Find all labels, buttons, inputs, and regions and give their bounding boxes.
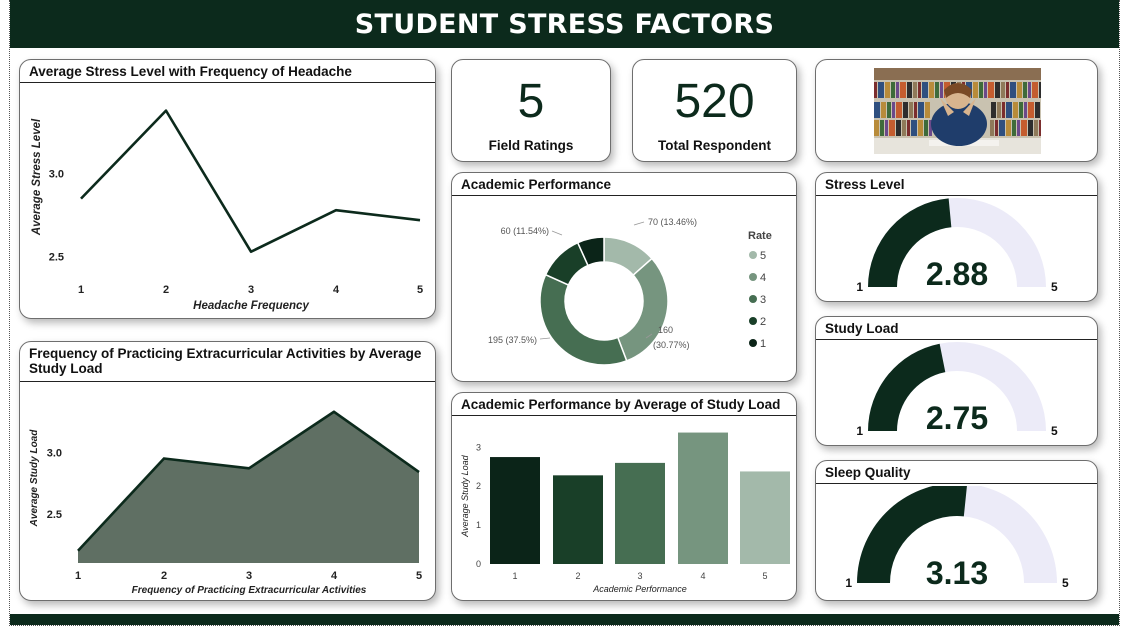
- book-spine: [885, 120, 888, 136]
- book-spine: [1028, 102, 1034, 118]
- y-tick-label: 3: [475, 442, 481, 453]
- book-spine: [892, 102, 895, 118]
- headache-chart-card: [19, 59, 436, 319]
- book-spine: [1006, 120, 1011, 136]
- gauge-max-label: 5: [1062, 576, 1069, 590]
- book-spine: [896, 82, 899, 98]
- x-axis-label: Frequency of Practicing Extracurricular Activities: [131, 585, 367, 596]
- book-spine: [1012, 120, 1016, 136]
- card-title: Academic Performance: [452, 173, 796, 196]
- x-tick-label: 4: [332, 284, 340, 296]
- book-spine: [1006, 82, 1009, 98]
- book-spine: [1019, 102, 1023, 118]
- gauge-card-sleep-quality: [815, 460, 1098, 601]
- gauge-value: 2.75: [925, 400, 989, 436]
- book-spine: [984, 82, 987, 98]
- extracurricular-chart-card: [19, 341, 436, 601]
- gauge-min-label: 1: [845, 576, 852, 590]
- book-spine: [891, 82, 895, 98]
- book-spine: [913, 82, 917, 98]
- book-spine: [896, 120, 901, 136]
- book-spine: [995, 82, 1000, 98]
- book-spine: [1006, 102, 1012, 118]
- gauge-min-label: 1: [856, 280, 863, 294]
- card-title: Average Stress Level with Frequency of Headache: [20, 60, 435, 83]
- gauge-card-stress-level: [815, 172, 1098, 302]
- y-axis-label: Average Study Load: [29, 429, 40, 527]
- book-spine: [940, 82, 943, 98]
- y-tick-label: 1: [475, 520, 481, 531]
- stressed-student-image: [874, 68, 1041, 154]
- book-spine: [929, 82, 934, 98]
- study-load-bar-chart: [452, 418, 796, 600]
- extracurricular-area-chart: [20, 383, 435, 600]
- book-spine: [909, 102, 913, 118]
- photo-card: [815, 59, 1098, 162]
- book-spine: [1032, 82, 1038, 98]
- book-spine: [1023, 82, 1027, 98]
- bar-rate-3: [615, 463, 665, 564]
- x-tick-label: 1: [512, 571, 518, 581]
- stress-series-line: [81, 111, 420, 252]
- kpi-label: Total Respondent: [658, 138, 771, 153]
- stress-level-gauge: [816, 198, 1097, 301]
- kpi-value: 520: [674, 75, 755, 128]
- y-tick-label: 3.0: [48, 168, 64, 181]
- data-label: 70 (13.46%): [648, 217, 698, 227]
- book-spine: [878, 82, 884, 98]
- x-tick-label: 2: [162, 284, 170, 296]
- x-axis-label: Academic Performance: [593, 584, 687, 594]
- book-spine: [979, 82, 983, 98]
- y-axis-label: Average Stress Level: [31, 118, 43, 236]
- y-tick-label: 3.0: [46, 447, 62, 460]
- bar-rate-5: [740, 471, 790, 564]
- card-title: Sleep Quality: [816, 461, 1097, 484]
- book-spine: [881, 102, 886, 118]
- gauge-value: 2.88: [925, 256, 989, 292]
- book-spine: [995, 120, 998, 136]
- book-spine: [997, 102, 1001, 118]
- book-spine: [924, 120, 928, 136]
- book-spine: [922, 82, 928, 98]
- card-title: Academic Performance by Average of Study Load: [452, 393, 796, 416]
- x-tick-label: 3: [637, 571, 643, 581]
- y-axis-label: Average Study Load: [460, 455, 470, 537]
- leader-line: [552, 231, 562, 235]
- x-tick-label: 3: [245, 570, 253, 582]
- book-spine: [1017, 120, 1020, 136]
- x-tick-label: 1: [77, 284, 85, 296]
- bar-rate-2: [553, 475, 603, 564]
- footer-bar: [10, 614, 1119, 625]
- book-spine: [918, 82, 921, 98]
- book-spine: [1021, 120, 1027, 136]
- bar-rate-1: [490, 457, 540, 564]
- page-title: STUDENT STRESS FACTORS: [354, 9, 775, 40]
- book-spine: [887, 102, 891, 118]
- sleep-quality-gauge: [816, 486, 1097, 600]
- bar-rate-4: [678, 433, 728, 564]
- header-bar: [10, 0, 1119, 48]
- x-tick-label: 5: [415, 570, 423, 582]
- book-spine: [918, 102, 924, 118]
- book-spine: [999, 120, 1005, 136]
- data-label: (30.77%): [653, 340, 690, 350]
- data-label: 160: [658, 325, 674, 335]
- legend-title: Rate: [748, 230, 772, 242]
- book-spine: [1002, 102, 1005, 118]
- kpi-card-field-ratings: [451, 59, 611, 162]
- book-spine: [907, 82, 912, 98]
- book-spine: [973, 82, 978, 98]
- book-spine: [902, 120, 906, 136]
- data-label: 60 (11.54%): [500, 226, 549, 236]
- book-spine: [988, 82, 994, 98]
- legend-label: 1: [760, 338, 767, 350]
- book-spine: [1010, 82, 1016, 98]
- x-tick-label: 5: [416, 284, 424, 296]
- x-tick-label: 1: [74, 570, 82, 582]
- legend-marker: [749, 317, 757, 325]
- book-spine: [903, 102, 908, 118]
- card-title: Study Load: [816, 317, 1097, 340]
- book-spine: [907, 120, 910, 136]
- book-spine: [911, 120, 917, 136]
- y-tick-label: 2.5: [46, 508, 62, 521]
- headache-line-chart: [20, 85, 435, 318]
- academic-performance-card: [451, 172, 797, 382]
- x-tick-label: 5: [762, 571, 768, 581]
- book-spine: [900, 82, 906, 98]
- academic-performance-donut-chart: [452, 198, 796, 381]
- book-spine: [885, 82, 890, 98]
- y-tick-label: 2: [475, 481, 481, 492]
- book-spine: [990, 120, 994, 136]
- book-spine: [914, 102, 917, 118]
- legend-marker: [749, 339, 757, 347]
- gauge-max-label: 5: [1051, 424, 1058, 438]
- book-spine: [918, 120, 923, 136]
- x-tick-label: 4: [700, 571, 706, 581]
- legend-marker: [749, 251, 757, 259]
- gauge-card-study-load: [815, 316, 1098, 446]
- gauge-max-label: 5: [1051, 280, 1058, 294]
- book-spine: [1028, 120, 1033, 136]
- gauge-min-label: 1: [856, 424, 863, 438]
- book-spine: [935, 82, 939, 98]
- book-spine: [874, 82, 877, 98]
- legend-marker: [749, 295, 757, 303]
- legend-label: 5: [760, 250, 767, 262]
- kpi-value: 5: [517, 75, 545, 128]
- legend-marker: [749, 273, 757, 281]
- study-load-gauge: [816, 342, 1097, 445]
- x-tick-label: 2: [160, 570, 168, 582]
- x-axis-label: Headache Frequency: [193, 300, 309, 312]
- y-tick-label: 0: [475, 559, 481, 569]
- y-tick-label: 2.5: [48, 251, 64, 264]
- study-load-bar-card: [451, 392, 797, 601]
- x-tick-label: 4: [330, 570, 338, 582]
- book-spine: [1013, 102, 1018, 118]
- book-spine: [1035, 102, 1040, 118]
- legend-label: 4: [760, 272, 767, 284]
- book-spine: [1039, 120, 1041, 136]
- book-spine: [874, 102, 880, 118]
- book-spine: [889, 120, 895, 136]
- book-spine: [1039, 82, 1041, 98]
- card-title: Frequency of Practicing Extracurricular Activities by Average Study Load: [20, 342, 435, 382]
- book-spine: [991, 102, 996, 118]
- data-label: 195 (37.5%): [487, 335, 537, 345]
- book-spine: [925, 102, 930, 118]
- book-spine: [1017, 82, 1022, 98]
- card-title: Stress Level: [816, 173, 1097, 196]
- book-spine: [880, 120, 884, 136]
- x-tick-label: 3: [247, 284, 255, 296]
- gauge-value: 3.13: [925, 555, 989, 591]
- book-spine: [1001, 82, 1005, 98]
- legend-label: 2: [760, 316, 767, 328]
- leader-line: [634, 222, 644, 225]
- kpi-card-total-respondent: [632, 59, 797, 162]
- book-spine: [874, 120, 879, 136]
- legend-label: 3: [760, 294, 767, 306]
- x-tick-label: 2: [575, 571, 581, 581]
- leader-line: [540, 338, 550, 339]
- book-spine: [1034, 120, 1038, 136]
- kpi-label: Field Ratings: [488, 138, 574, 153]
- book-spine: [1028, 82, 1031, 98]
- book-spine: [896, 102, 902, 118]
- donut-slice-rate-3: [540, 275, 627, 365]
- book-spine: [1024, 102, 1027, 118]
